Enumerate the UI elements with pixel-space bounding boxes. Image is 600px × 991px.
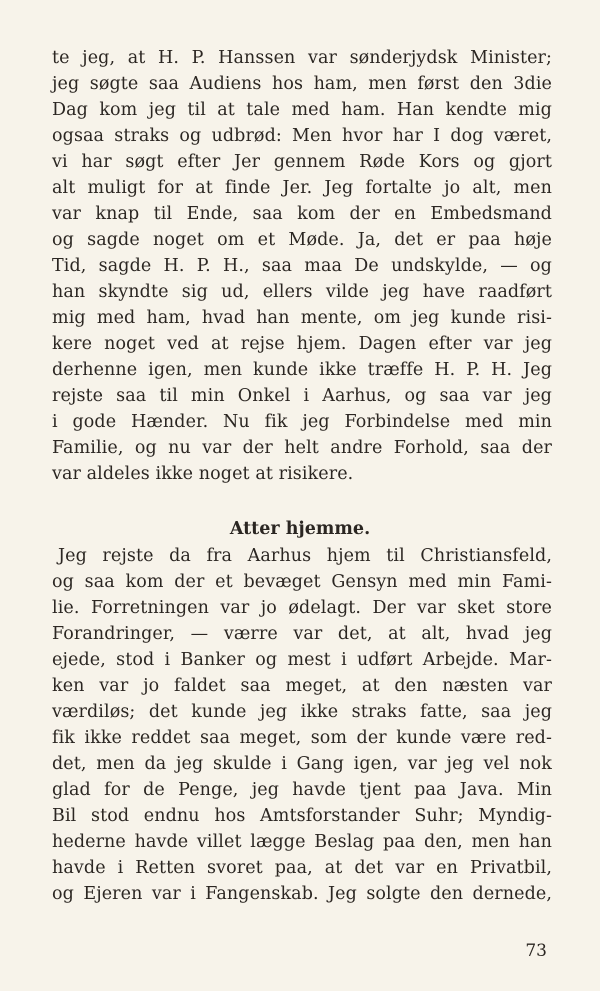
text-line: te jeg, at H. P. Hanssen var sønderjydsk Minister; bbox=[52, 48, 552, 68]
section-heading: Atter hjemme. bbox=[229, 519, 371, 539]
text-line: ejede, stod i Banker og mest i udført Arbejde. Mar- bbox=[52, 650, 552, 670]
text-line: Bil stod endnu hos Amtsforstander Suhr; Myndig- bbox=[52, 806, 552, 826]
text-line: Familie, og nu var der helt andre Forhold, saa der bbox=[52, 438, 552, 458]
text-line: fik ikke reddet saa meget, som der kunde være red- bbox=[52, 728, 552, 748]
text-line: Forandringer, — værre var det, at alt, hvad jeg bbox=[52, 624, 552, 644]
text-line: og sagde noget om et Møde. Ja, det er paa høje bbox=[52, 230, 552, 250]
text-line: hederne havde villet lægge Beslag paa den, men han bbox=[52, 832, 552, 852]
text-line: Dag kom jeg til at tale med ham. Han kendte mig bbox=[52, 100, 552, 120]
text-line: ogsaa straks og udbrød: Men hvor har I dog været, bbox=[52, 126, 552, 146]
text-line: derhenne igen, men kunde ikke træffe H. P. H. Jeg bbox=[52, 360, 552, 380]
text-line: lie. Forretningen var jo ødelagt. Der var sket store bbox=[52, 598, 552, 618]
text-line: i gode Hænder. Nu fik jeg Forbindelse med min bbox=[52, 412, 552, 432]
text-line: mig med ham, hvad han mente, om jeg kunde risi- bbox=[52, 308, 552, 328]
text-line: og saa kom der et bevæget Gensyn med min Fami- bbox=[52, 572, 552, 592]
text-line: var knap til Ende, saa kom der en Embedsmand bbox=[52, 204, 552, 224]
text-line: glad for de Penge, jeg havde tjent paa Java. Min bbox=[52, 780, 552, 800]
text-line: jeg søgte saa Audiens hos ham, men først den 3die bbox=[52, 74, 552, 94]
text-line: havde i Retten svoret paa, at det var en Privatbil, bbox=[52, 858, 552, 878]
text-line: han skyndte sig ud, ellers vilde jeg have raadført bbox=[52, 282, 552, 302]
text-line: og Ejeren var i Fangenskab. Jeg solgte den dernede, bbox=[52, 884, 552, 904]
text-line: ken var jo faldet saa meget, at den næsten var bbox=[52, 676, 552, 696]
text-line: Tid, sagde H. P. H., saa maa De undskylde, — og bbox=[52, 256, 552, 276]
page-number: 73 bbox=[525, 941, 547, 961]
text-line: var aldeles ikke noget at risikere. bbox=[52, 464, 354, 484]
text-line: alt muligt for at finde Jer. Jeg fortalte jo alt, men bbox=[52, 178, 552, 198]
text-line: kere noget ved at rejse hjem. Dagen efter var jeg bbox=[52, 334, 552, 354]
text-line: vi har søgt efter Jer gennem Røde Kors og gjort bbox=[52, 152, 552, 172]
text-line: Jeg rejste da fra Aarhus hjem til Christiansfeld, bbox=[58, 546, 552, 566]
text-line: rejste saa til min Onkel i Aarhus, og saa var jeg bbox=[52, 386, 552, 406]
text-line: værdiløs; det kunde jeg ikke straks fatte, saa jeg bbox=[52, 702, 552, 722]
text-line: det, men da jeg skulde i Gang igen, var jeg vel nok bbox=[52, 754, 552, 774]
